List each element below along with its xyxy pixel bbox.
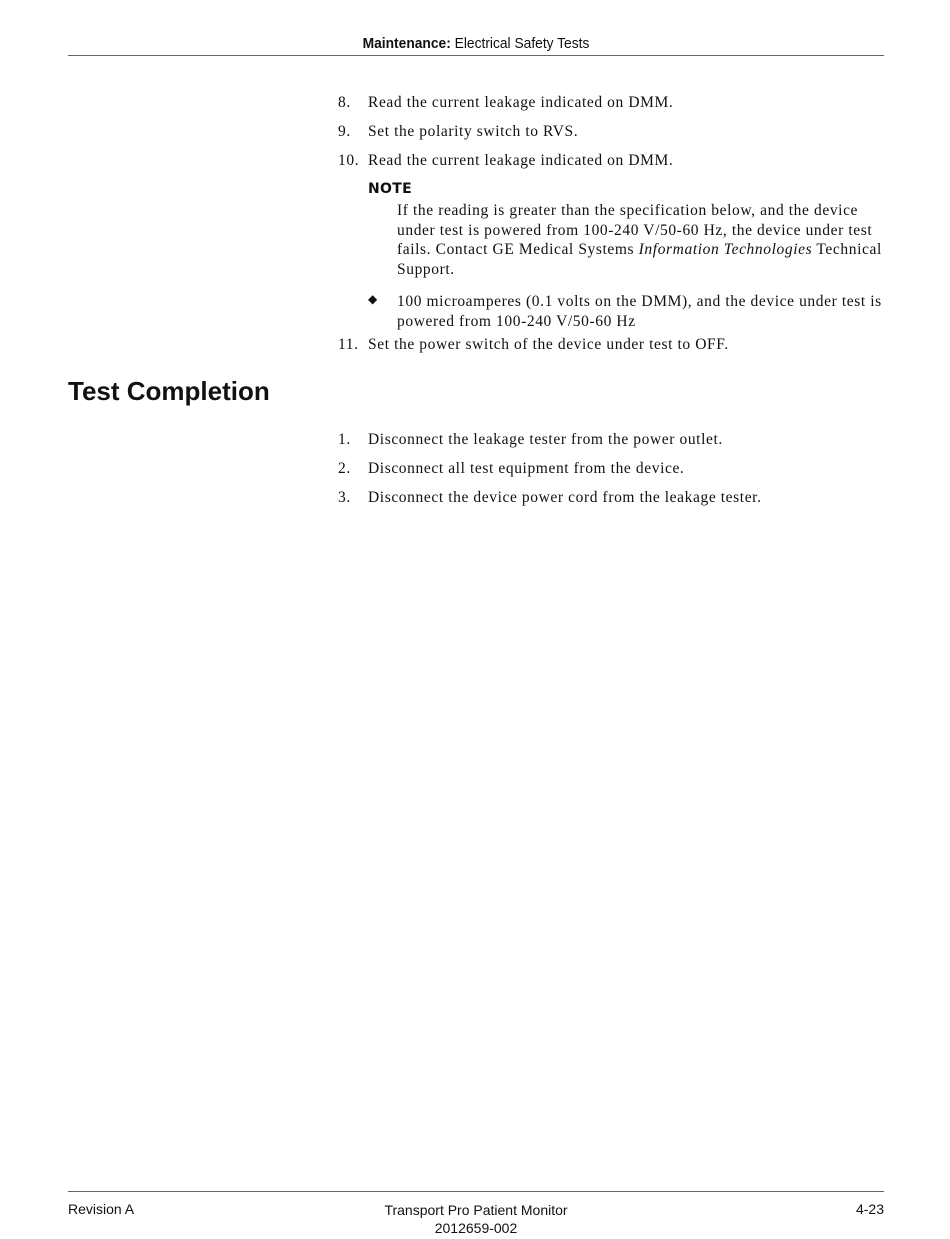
section-title: Test Completion [68,376,270,406]
note-text-2: Technical Support. [397,241,882,278]
header-rule [68,55,884,56]
step-text: Set the polarity switch to RVS. [368,123,579,140]
step-number: 9. [338,123,351,140]
page-header [101,35,852,52]
step-number: 11. [338,336,359,353]
diamond-bullet-icon: ◆ [368,292,378,306]
step-text: Disconnect all test equipment from the device. [368,460,685,477]
completion-step-1 [338,431,723,449]
step-number: 8. [338,94,351,111]
step-text: Read the current leakage indicated on DMM. [368,94,674,111]
step-number: 10. [338,152,360,169]
note-text-italic: Information Technologies [638,241,813,258]
footer-revision: Revision A [68,1201,135,1217]
footer-page-number: 4-23 [855,1201,884,1217]
note-body [397,201,885,279]
footer-product [68,1201,884,1237]
step-11 [338,336,729,354]
step-text: Disconnect the device power cord from the leakage tester. [368,489,762,506]
completion-step-2 [338,460,684,478]
header-section-title: Electrical Safety Tests [450,35,590,52]
footer-part-number: 2012659-002 [434,1220,518,1236]
header-section-bold: Maintenance: [362,35,451,52]
footer-product-name: Transport Pro Patient Monitor [384,1202,568,1218]
footer-rule [68,1191,884,1192]
completion-step-3 [338,489,762,507]
step-text: Disconnect the leakage tester from the power outlet. [368,431,723,448]
step-text: Read the current leakage indicated on DMM. [368,152,674,169]
note-title: NOTE [368,181,412,197]
note-text-1: If the reading is greater than the specification below, and the device under test is powered from 100-240 V/50-60 Hz, the device under test fails. Contact GE Medical Systems [397,202,873,258]
step-number: 1. [338,431,351,448]
bullet-text: 100 microamperes (0.1 volts on the DMM), and the device under test is powered from 100-240 V/50-60 Hz [397,293,882,330]
step-number: 2. [338,460,351,477]
step-10 [338,152,673,170]
step-number: 3. [338,489,351,506]
step-text: Set the power switch of the device under test to OFF. [368,336,729,353]
step-9 [338,123,578,141]
step-8 [338,94,673,112]
